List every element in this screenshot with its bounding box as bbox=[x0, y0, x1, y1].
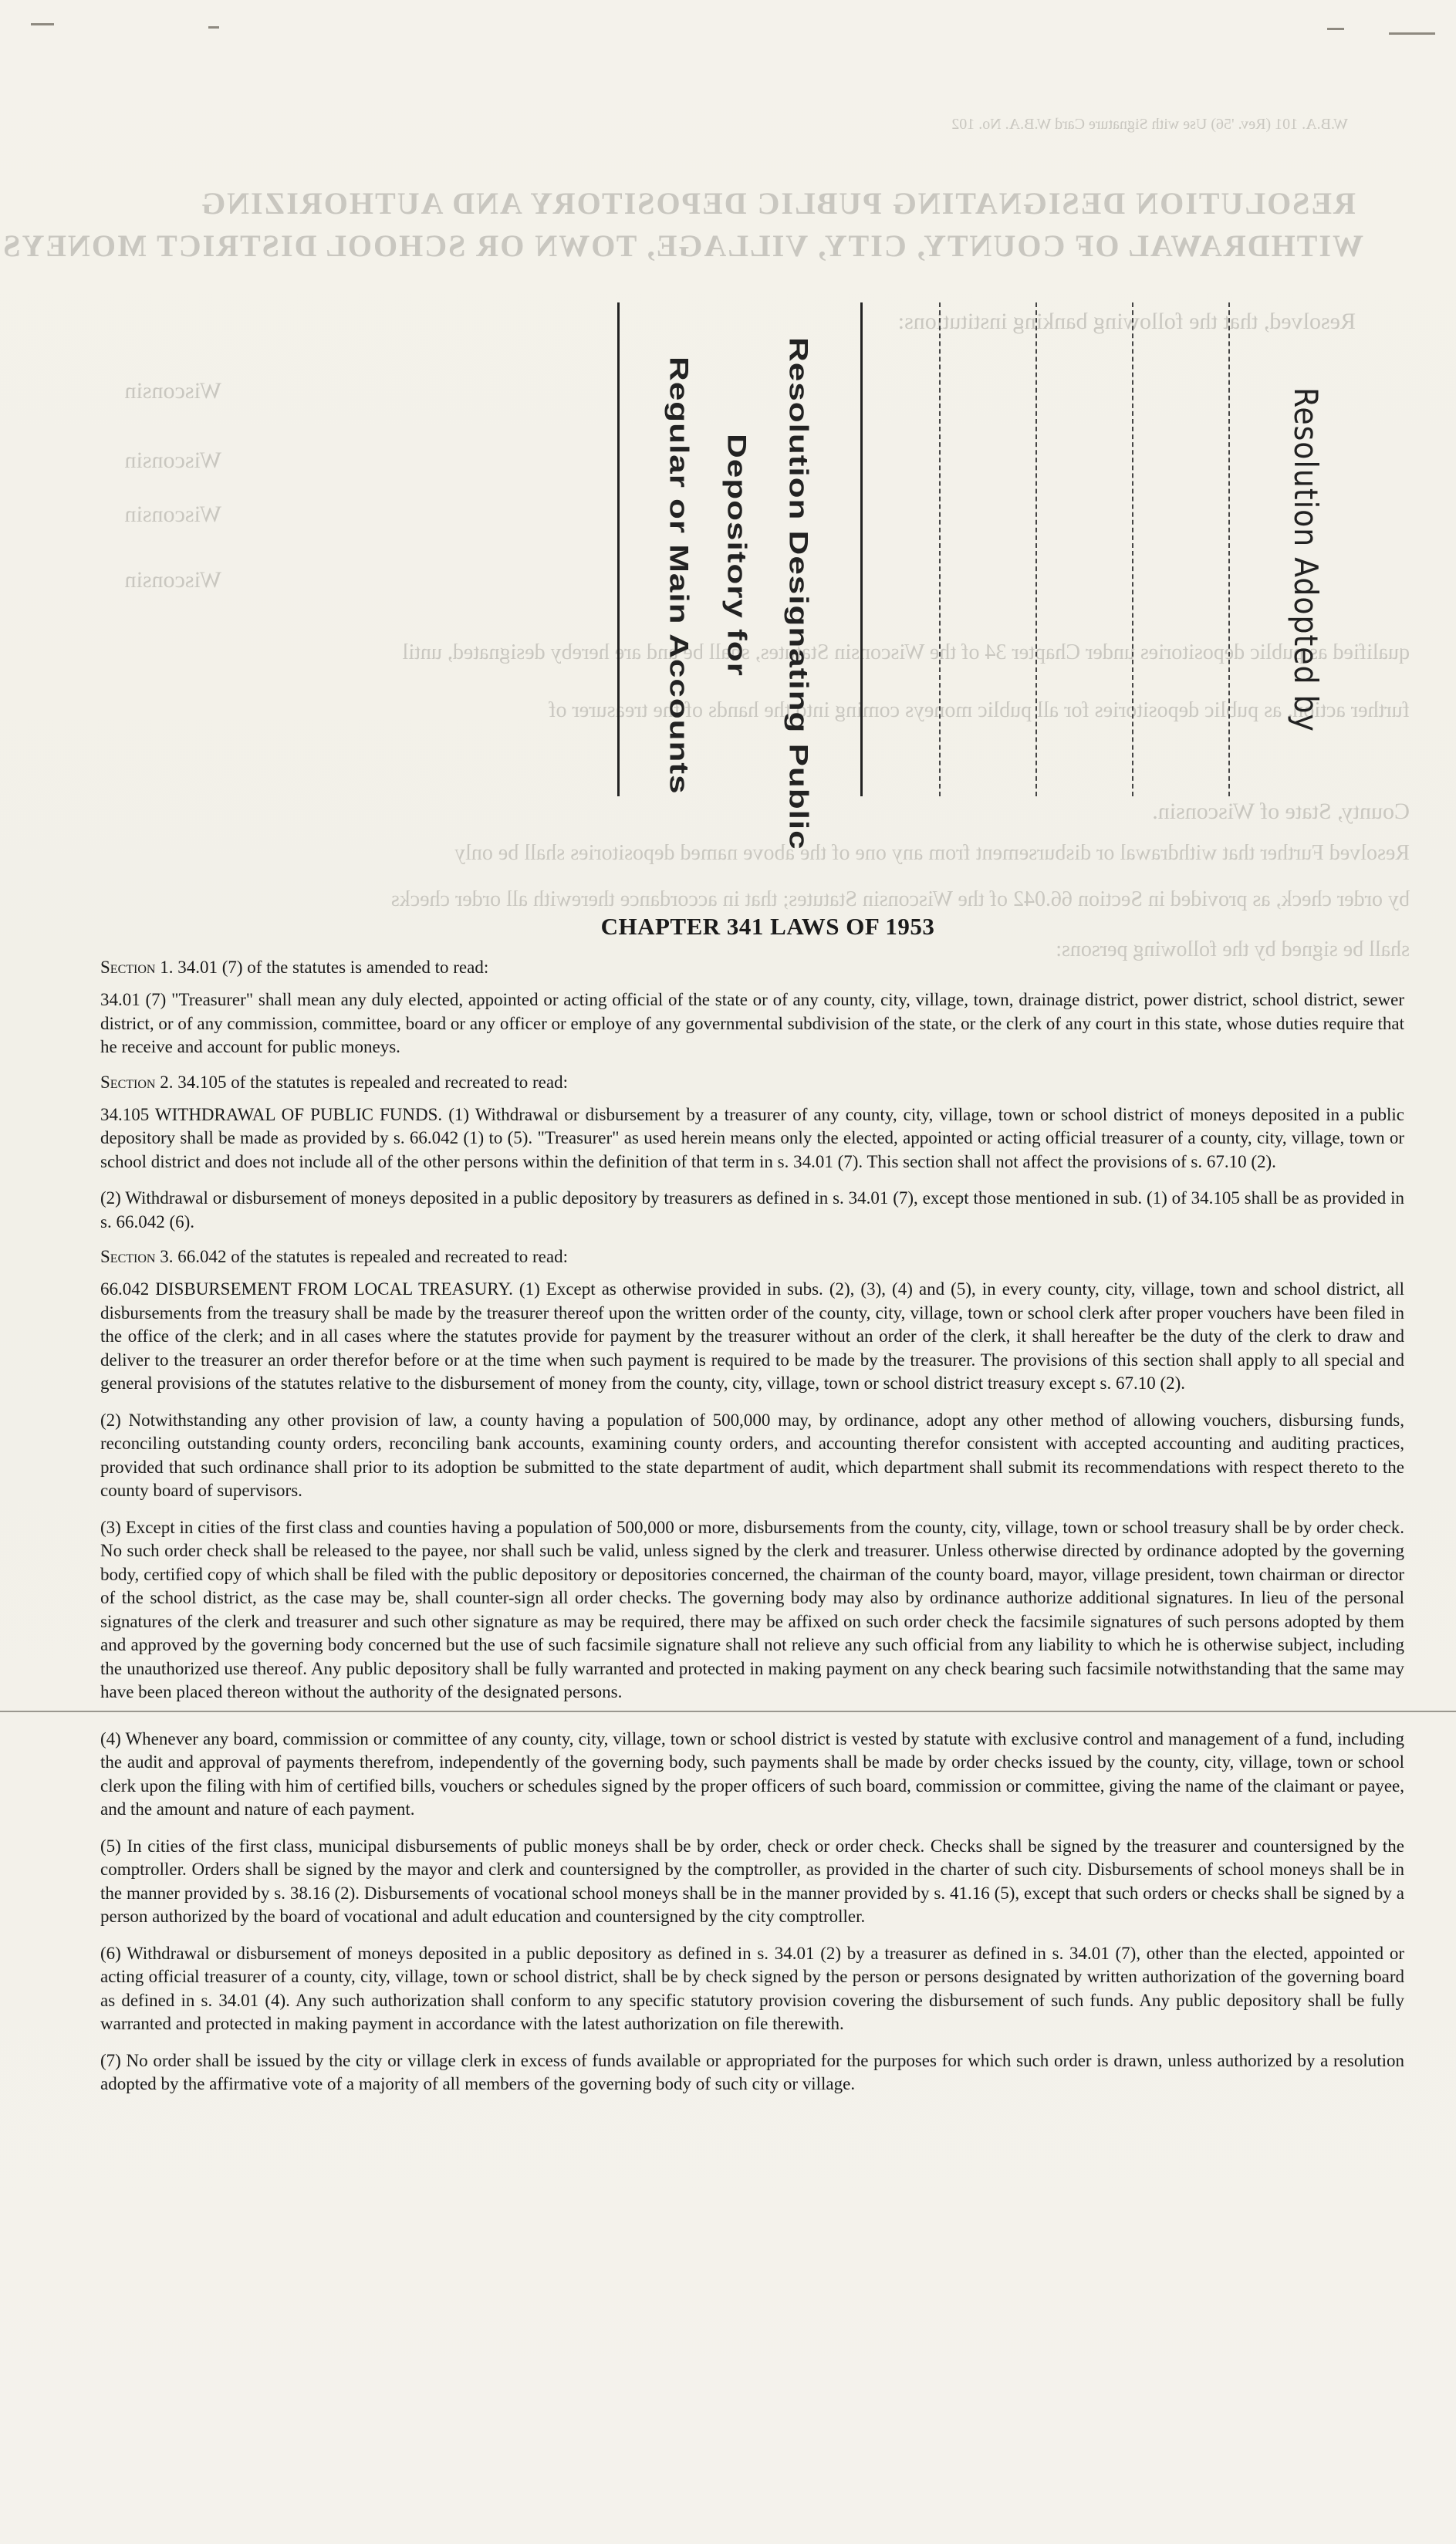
scuff-mark bbox=[208, 26, 219, 29]
ghost-line: further action, as public depositories for all public moneys coming into the hands of the treasurer of bbox=[549, 698, 1410, 722]
statute-paragraph: 34.01 (7) "Treasurer" shall mean any duly elected, appointed or acting official of the state or of any county, city, village, town, drainage district, power district, school district, sewer district, or of any commission, committee, board or any officer or employe of any governmental subdivision of the state, or the clerk of any court in this state, whose duties require that he receive and account for public moneys. bbox=[100, 990, 1404, 1056]
cover-rule bbox=[1132, 302, 1133, 796]
section-heading-text: 3. 66.042 of the statutes is repealed and recreated to read: bbox=[155, 1247, 568, 1266]
ghost-line: by order check, as provided in Section 66.042 of the Wisconsin Statutes; that in accordance therewith all order checks bbox=[390, 887, 1410, 911]
cover-rule bbox=[1035, 302, 1037, 796]
cover-adopted-label: Resolution Adopted by bbox=[1287, 387, 1325, 732]
statute-paragraph: (2) Notwithstanding any other provision of law, a county having a population of 500,000 may, by ordinance, adopt any other method of allowing vouchers, disbursing funds, reconciling outstanding county orders, reconciling bank accounts, examining county orders, and accounting therefor consistent with accepted accounting and auditing practices, provided that such ordinance shall prior to its adoption be submitted to the state department of audit, which department shall submit its recommendations with respect thereto to the county board of supervisors. bbox=[100, 1410, 1404, 1500]
statute-paragraph: (2) Withdrawal or disbursement of moneys deposited in a public depository by treasurers as defined in s. 34.01 (7), except those mentioned in sub. (1) of 34.105 shall be as provided in s. 66.042 (6). bbox=[100, 1188, 1404, 1231]
scuff-mark bbox=[1389, 32, 1435, 35]
scuff-mark bbox=[31, 23, 54, 25]
section-word: Section bbox=[100, 1072, 156, 1092]
section-word: Section bbox=[100, 1247, 156, 1266]
ghost-line: qualified as public depositories under Chapter 34 of the Wisconsin Statutes, shall be and are hereby designated, until bbox=[402, 640, 1410, 664]
ghost-line: Wisconsin bbox=[124, 567, 221, 593]
cover-title-line-3: Regular or Main Accounts bbox=[664, 356, 694, 795]
ghost-line: Wisconsin bbox=[124, 502, 221, 527]
section-heading-text: 1. 34.01 (7) of the statutes is amended to read: bbox=[155, 958, 489, 977]
ghost-form-line: W.B.A. 101 (Rev. '56) Use with Signature Card W.B.A. No. 102 bbox=[951, 116, 1348, 133]
ghost-line: Resolved, that the following banking institutions: bbox=[897, 309, 1356, 334]
cover-rule bbox=[1228, 302, 1230, 796]
statute-paragraph: 34.105 WITHDRAWAL OF PUBLIC FUNDS. (1) Withdrawal or disbursement by a treasurer of any county, city, village, town or school district of moneys deposited in a public depository shall be made as provided by s. 66.042 (1) to (5). "Treasurer" as used herein means only the elected, appointed or acting official treasurer of a county, city, village, town or school district and does not include all of the other persons within the definition of that term in s. 34.01 (7). This section shall not affect the provisions of s. 67.10 (2). bbox=[100, 1104, 1404, 1171]
fold-line bbox=[0, 1711, 1456, 1712]
ghost-line: County, State of Wisconsin. bbox=[1152, 799, 1410, 824]
ghost-line: Wisconsin bbox=[124, 378, 221, 404]
section-heading bbox=[100, 1247, 1404, 1267]
cover-title-line-1: Resolution Designating Public bbox=[783, 337, 813, 850]
ghost-title-line-1: RESOLUTION DESIGNATING PUBLIC DEPOSITORY AND AUTHORIZING bbox=[200, 186, 1356, 221]
statute-paragraph: (5) In cities of the first class, municipal disbursements of public moneys shall be by order, check or order check. Checks shall be signed by the treasurer and countersigned by the comptroller. Orders shall be signed by the mayor and clerk and countersigned by the comptroller, as provided in the charter of such city. Disbursements of school moneys shall be in the manner provided by s. 38.16 (2). Disbursements of vocational school moneys shall be in the manner provided by s. 41.16 (5), except that such orders or checks shall be signed by a person authorized by the board of vocational and adult education and countersigned by the city comptroller. bbox=[100, 1836, 1404, 1926]
scuff-mark bbox=[1327, 28, 1344, 30]
section-heading-text: 2. 34.105 of the statutes is repealed and recreated to read: bbox=[155, 1072, 568, 1092]
section-word: Section bbox=[100, 958, 156, 977]
section-heading bbox=[100, 958, 1404, 978]
statute-text bbox=[100, 913, 1404, 2110]
statute-paragraph: (7) No order shall be issued by the city or village clerk in excess of funds available or appropriated for the purposes for which such order is drawn, unless authorized by a resolution adopted by the affirmative vote of a majority of all members of the governing body of such city or village. bbox=[100, 2050, 1404, 2093]
section-heading bbox=[100, 1073, 1404, 1093]
ghost-line: Wisconsin bbox=[124, 448, 221, 473]
cover-title-line-2: Depository for bbox=[721, 434, 752, 677]
chapter-heading: CHAPTER 341 LAWS OF 1953 bbox=[600, 913, 935, 940]
ghost-line: Resolved Further that withdrawal or disbursement from any one of the above named depositories shall be only bbox=[454, 841, 1410, 865]
ghost-line: shall be signed by the following persons: bbox=[1056, 938, 1410, 961]
cover-rule bbox=[617, 302, 620, 796]
statute-paragraph: (4) Whenever any board, commission or committee of any county, city, village, town or school district is vested by statute with exclusive control and management of a fund, including the audit and approval of payments therefrom, independently of the governing body, such payments shall be made by order checks issued by the county, city, village, town or school clerk upon the filing with him of certified bills, vouchers or schedules signed by the proper officers of such board, commission or committee, giving the name of the claimant or payee, and the amount and nature of each payment. bbox=[100, 1728, 1404, 1819]
ghost-title-line-2: WITHDRAWAL OF COUNTY, CITY, VILLAGE, TOWN OR SCHOOL DISTRICT MONEYS bbox=[2, 228, 1363, 263]
statute-paragraph: (3) Except in cities of the first class and counties having a population of 500,000 or more, disbursements from the county, city, village, town or school treasury shall be by order check. No such order check shall be released to the payee, nor shall such be valid, unless signed by the clerk and treasurer. Unless otherwise directed by ordinance adopted by the governing body, certified copy of which shall be filed with the public depository or depositories concerned, the chairman of the county board, mayor, village president, town chairman or director of the school district, as the case may be, shall counter-sign all order checks. The governing body may also by ordinance authorize additional signatures. In lieu of the personal signatures of the clerk and treasurer and such other signature as may be required, there may be affixed on such order check the facsimile signatures of such persons adopted by them and approved by the governing body concerned but the use of such facsimile signature shall not relieve any such official from any liability to which he is otherwise subject, including the unauthorized use thereof. Any public depository shall be fully warranted and protected in making payment on any check bearing such facsimile notwithstanding that the same may have been placed thereon without the authority of the designated persons. bbox=[100, 1517, 1404, 1701]
cover-rule bbox=[860, 302, 863, 796]
statute-paragraph: (6) Withdrawal or disbursement of moneys deposited in a public depository as defined in s. 34.01 (2) by a treasurer as defined in s. 34.01 (7), other than the elected, appointed or acting official treasurer of a county, city, village, town or school district, shall be by check signed by the person or persons designated by written authorization of the governing board as defined in s. 34.01 (4). Any such authorization shall conform to any specific statutory provision covering the disbursement of such funds. Any public depository shall be fully warranted and protected in making payment in accordance with the latest authorization on file therewith. bbox=[100, 1943, 1404, 2033]
cover-rule bbox=[939, 302, 941, 796]
statute-paragraph: 66.042 DISBURSEMENT FROM LOCAL TREASURY. (1) Except as otherwise provided in subs. (2), (3), (4) and (5), in every county, city, village, town and school district, all disbursements from the treasury shall be made by the treasurer thereof upon the written order of the county, city, village, town or school clerk after proper vouchers have been filed in the office of the clerk; and in all cases where the statutes provide for payment by the treasurer without an order of the clerk, it shall hereafter be the duty of the clerk to draw and deliver to the treasurer an order therefor before or at the time when such payment is required to be made by the treasurer. The provisions of this section shall apply to all special and general provisions of the statutes relative to the disbursement of money from the county, city, village, town or school district treasury except s. 67.10 (2). bbox=[100, 1279, 1404, 1393]
